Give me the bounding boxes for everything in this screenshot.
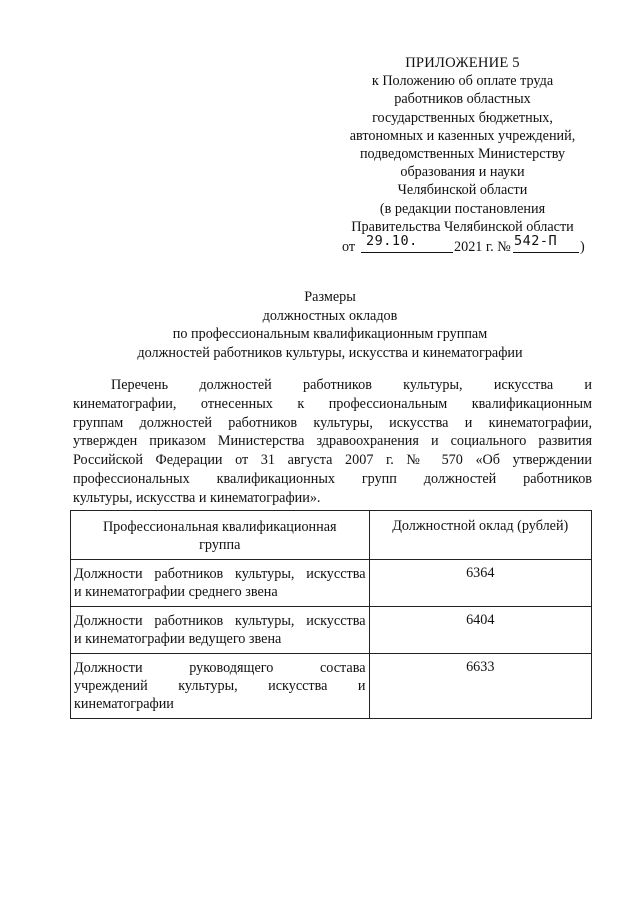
header-group	[71, 511, 370, 560]
group-cell-line: Должности работников культуры, искусства	[74, 566, 366, 582]
date-prefix: от	[342, 239, 356, 256]
salary-cell: 6633	[369, 654, 591, 719]
heading-line: должностей работников культуры, искусства и кинематографии	[137, 344, 523, 361]
header-group-line: Профессиональная квалификационная	[102, 519, 337, 535]
group-cell-line: Должности руководящего состава	[74, 660, 366, 676]
paragraph-line: профессиональных квалификационных групп должностей работников	[73, 470, 592, 487]
group-cell-line: и кинематографии среднего звена	[74, 584, 278, 601]
group-cell-line: Должности работников культуры, искусства	[74, 613, 366, 629]
group-cell	[71, 560, 370, 607]
handwritten-number: 542-П	[514, 233, 558, 250]
group-cell-line: кинематографии	[74, 696, 174, 713]
table-row	[71, 654, 592, 719]
paragraph-line: утвержден приказом Министерства здравоохранения и социального развития	[73, 433, 592, 450]
salary-cell: 6404	[369, 607, 591, 654]
date-blank	[361, 252, 453, 253]
number-blank	[513, 252, 579, 253]
appendix-line: государственных бюджетных,	[372, 109, 553, 126]
group-cell	[71, 607, 370, 654]
table-row	[71, 560, 592, 607]
appendix-line: подведомственных Министерству	[359, 146, 566, 163]
table-header-row	[71, 511, 592, 560]
appendix-line: Челябинской области	[397, 182, 528, 199]
heading-line: Размеры	[304, 289, 356, 305]
appendix-line: (в редакции постановления	[379, 200, 546, 217]
appendix-header	[330, 54, 595, 256]
table-row	[71, 607, 592, 654]
heading-line: должностных окладов	[262, 307, 398, 324]
appendix-line: работников областных	[394, 91, 531, 108]
handwritten-date: 29.10.	[366, 233, 418, 250]
appendix-line: автономных и казенных учреждений,	[349, 127, 576, 144]
appendix-line: к Положению об оплате труда	[371, 73, 554, 90]
appendix-title: ПРИЛОЖЕНИЕ 5	[405, 55, 520, 71]
paragraph-line: Перечень должностей работников культуры, искусства и	[111, 377, 592, 393]
header-salary-label: Должностной оклад (рублей)	[392, 518, 569, 534]
paragraph-line: группам должностей работников культуры, искусства и кинематографии,	[73, 414, 592, 431]
heading-line: по профессиональным квалификационным группам	[172, 326, 488, 343]
salary-cell: 6364	[369, 560, 591, 607]
group-cell-line: учреждений культуры, искусства и	[74, 678, 366, 695]
body-paragraph	[73, 376, 592, 508]
paragraph-line: кинематографии, отнесенных к профессиональным квалификационным	[73, 395, 592, 412]
appendix-line: Правительства Челябинской области	[351, 218, 574, 235]
paragraph-line: культуры, искусства и кинематографии».	[73, 489, 321, 506]
date-year: 2021 г. №	[454, 239, 511, 256]
document-heading	[80, 288, 580, 362]
decree-date-line	[330, 233, 595, 256]
salary-table	[70, 510, 592, 719]
date-suffix: )	[580, 239, 585, 256]
group-cell-line: и кинематографии ведущего звена	[74, 631, 282, 648]
group-cell	[71, 654, 370, 719]
paragraph-line: Российской Федерации от 31 августа 2007 г. № 570 «Об утверждении	[73, 452, 592, 469]
header-group-line: группа	[199, 537, 241, 554]
appendix-line: образования и науки	[400, 164, 525, 181]
header-salary	[369, 511, 591, 560]
